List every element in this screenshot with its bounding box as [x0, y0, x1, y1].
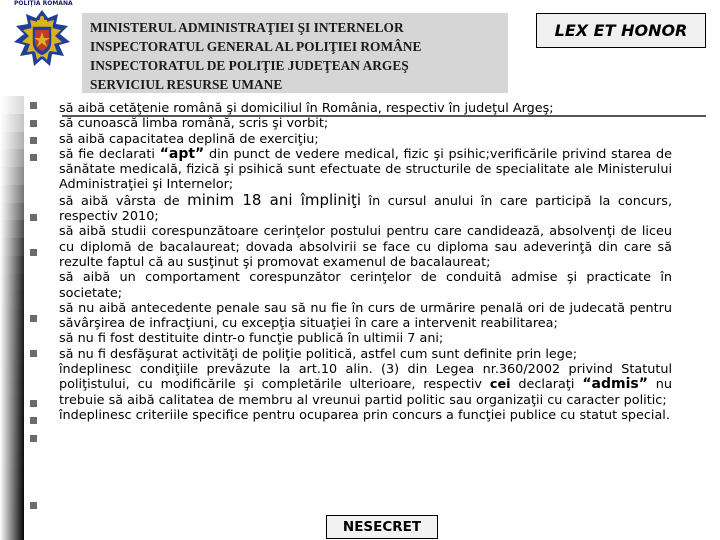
list-item — [59, 190, 673, 225]
list-item — [59, 147, 672, 193]
list-item — [59, 408, 672, 423]
list-item — [59, 116, 672, 131]
sidebar-band — [0, 167, 24, 185]
motto-badge: LEX ET HONOR — [536, 13, 706, 48]
item-text: să fie declarati — [59, 146, 160, 162]
item-emphasis: minim 18 ani împliniţi — [187, 190, 362, 209]
sidebar-band — [0, 291, 24, 309]
sidebar-band — [0, 309, 24, 327]
square-bullet-icon — [30, 417, 37, 424]
square-bullet-icon — [30, 400, 37, 407]
item-text: să aibă cetăţenie română şi domiciliul în România, respectiv în judeţul Argeş; — [59, 101, 554, 116]
item-text: să nu fi fost destituite dintr-o funcţie publică în ultimii 7 ani; — [59, 331, 444, 347]
item-text: îndeplinesc criteriile specifice pentru ocuparea prin concurs a funcţiei publice cu statut special. — [59, 407, 670, 423]
list-item — [59, 132, 672, 147]
list-item — [59, 301, 672, 332]
item-text: declaraţi — [510, 377, 583, 393]
header-line-service: SERVICIUL RESURSE UMANE — [90, 77, 283, 92]
item-text: să aibă vârsta de — [59, 193, 188, 209]
sidebar-band — [0, 327, 24, 345]
list-item — [59, 331, 672, 346]
sidebar-band — [0, 185, 24, 203]
sidebar-band — [0, 132, 24, 150]
logo-label: POLIŢIA ROMÂNĂ — [14, 0, 73, 7]
item-text: nu trebuie să aibă calitatea de membru al vreunui partid politic sau organizaţii cu caracter politic; — [59, 377, 672, 408]
requirements-list — [59, 101, 672, 423]
list-item — [59, 224, 672, 270]
item-text: să aibă studii corespunzătoare cerinţelor postului pentru care candidează, absolvenţi de liceu cu diplomă de bacalaureat; dovada absolvirii se face cu diploma sau adeverinţă din care să rezulte faptul că au susţinut şi promovat examenul de bacalaureat; — [59, 224, 672, 270]
square-bullet-icon — [30, 120, 37, 127]
header-line-county-inspectorate: INSPECTORATUL DE POLIŢIE JUDEŢEAN ARGEŞ — [90, 58, 409, 73]
sidebar-band — [0, 380, 24, 398]
sidebar-band — [0, 274, 24, 292]
list-item — [59, 362, 672, 408]
sidebar-band — [0, 96, 24, 114]
sidebar-band — [0, 149, 24, 167]
item-text: să nu fi desfăşurat activităţi de poliţie politică, astfel cum sunt definite prin lege; — [59, 346, 578, 362]
sidebar-band — [0, 522, 24, 540]
item-text: îndeplinesc condiţiile prevăzute la art.10 alin. (3) din Legea nr.360/2002 privind Statutul poliţistului, cu modificările şi completările ulterioare, respectiv — [59, 362, 672, 393]
item-text: să cunoască limba română, scris şi vorbit; — [59, 116, 329, 132]
header-line-ministry: MINISTERUL ADMINISTRAŢIEI ŞI INTERNELOR — [90, 20, 404, 35]
item-emphasis: “apt” — [159, 145, 205, 162]
sidebar-band — [0, 220, 24, 238]
list-item — [59, 347, 672, 362]
item-text: în cursul anului în care participă la concurs, respectiv 2010; — [59, 193, 673, 225]
list-item — [59, 101, 672, 116]
square-bullet-icon — [30, 315, 37, 322]
sidebar-band — [0, 238, 24, 256]
institution-header — [82, 13, 508, 93]
item-text: să aibă un comportament corespunzător cerinţelor de conduită admise şi practicate în societate; — [59, 270, 672, 301]
item-emphasis: “admis” — [582, 376, 648, 393]
list-item — [59, 270, 672, 301]
classification-stamp: NESECRET — [326, 515, 438, 539]
sidebar-band — [0, 504, 24, 522]
header-line-general-inspectorate: INSPECTORATUL GENERAL AL POLIŢIEI ROMÂNE — [90, 39, 422, 54]
sidebar-band — [0, 203, 24, 221]
square-bullet-icon — [30, 102, 37, 109]
decorative-sidebar — [0, 96, 24, 540]
square-bullet-icon — [30, 350, 37, 357]
item-emphasis: cei — [489, 377, 511, 393]
sidebar-band — [0, 362, 24, 380]
police-crest-icon — [4, 0, 80, 78]
square-bullet-icon — [30, 154, 37, 161]
square-bullet-icon — [30, 137, 37, 144]
item-text: din punct de vedere medical, fizic şi psihic;verificările privind starea de sănătate medicală, fizică şi psihică sunt efectuate de structurile de specialitate ale Ministerului Administraţiei şi Internelor; — [59, 146, 672, 193]
sidebar-band — [0, 433, 24, 451]
square-bullet-icon — [30, 214, 37, 221]
item-text: să aibă capacitatea deplină de exerciţiu; — [59, 131, 319, 147]
sidebar-band — [0, 469, 24, 487]
square-bullet-icon — [30, 249, 37, 256]
sidebar-band — [0, 398, 24, 416]
sidebar-band — [0, 487, 24, 505]
item-text: să nu aibă antecedente penale sau să nu fie în curs de urmărire penală ori de judecată pentru săvârşirea de infracţiuni, cu excepţia situaţiei în care a intervenit reabilitarea; — [59, 300, 672, 332]
sidebar-band — [0, 114, 24, 132]
sidebar-band — [0, 256, 24, 274]
sidebar-band — [0, 345, 24, 363]
square-bullet-icon — [30, 502, 37, 509]
sidebar-band — [0, 416, 24, 434]
square-bullet-icon — [30, 435, 37, 442]
sidebar-band — [0, 451, 24, 469]
